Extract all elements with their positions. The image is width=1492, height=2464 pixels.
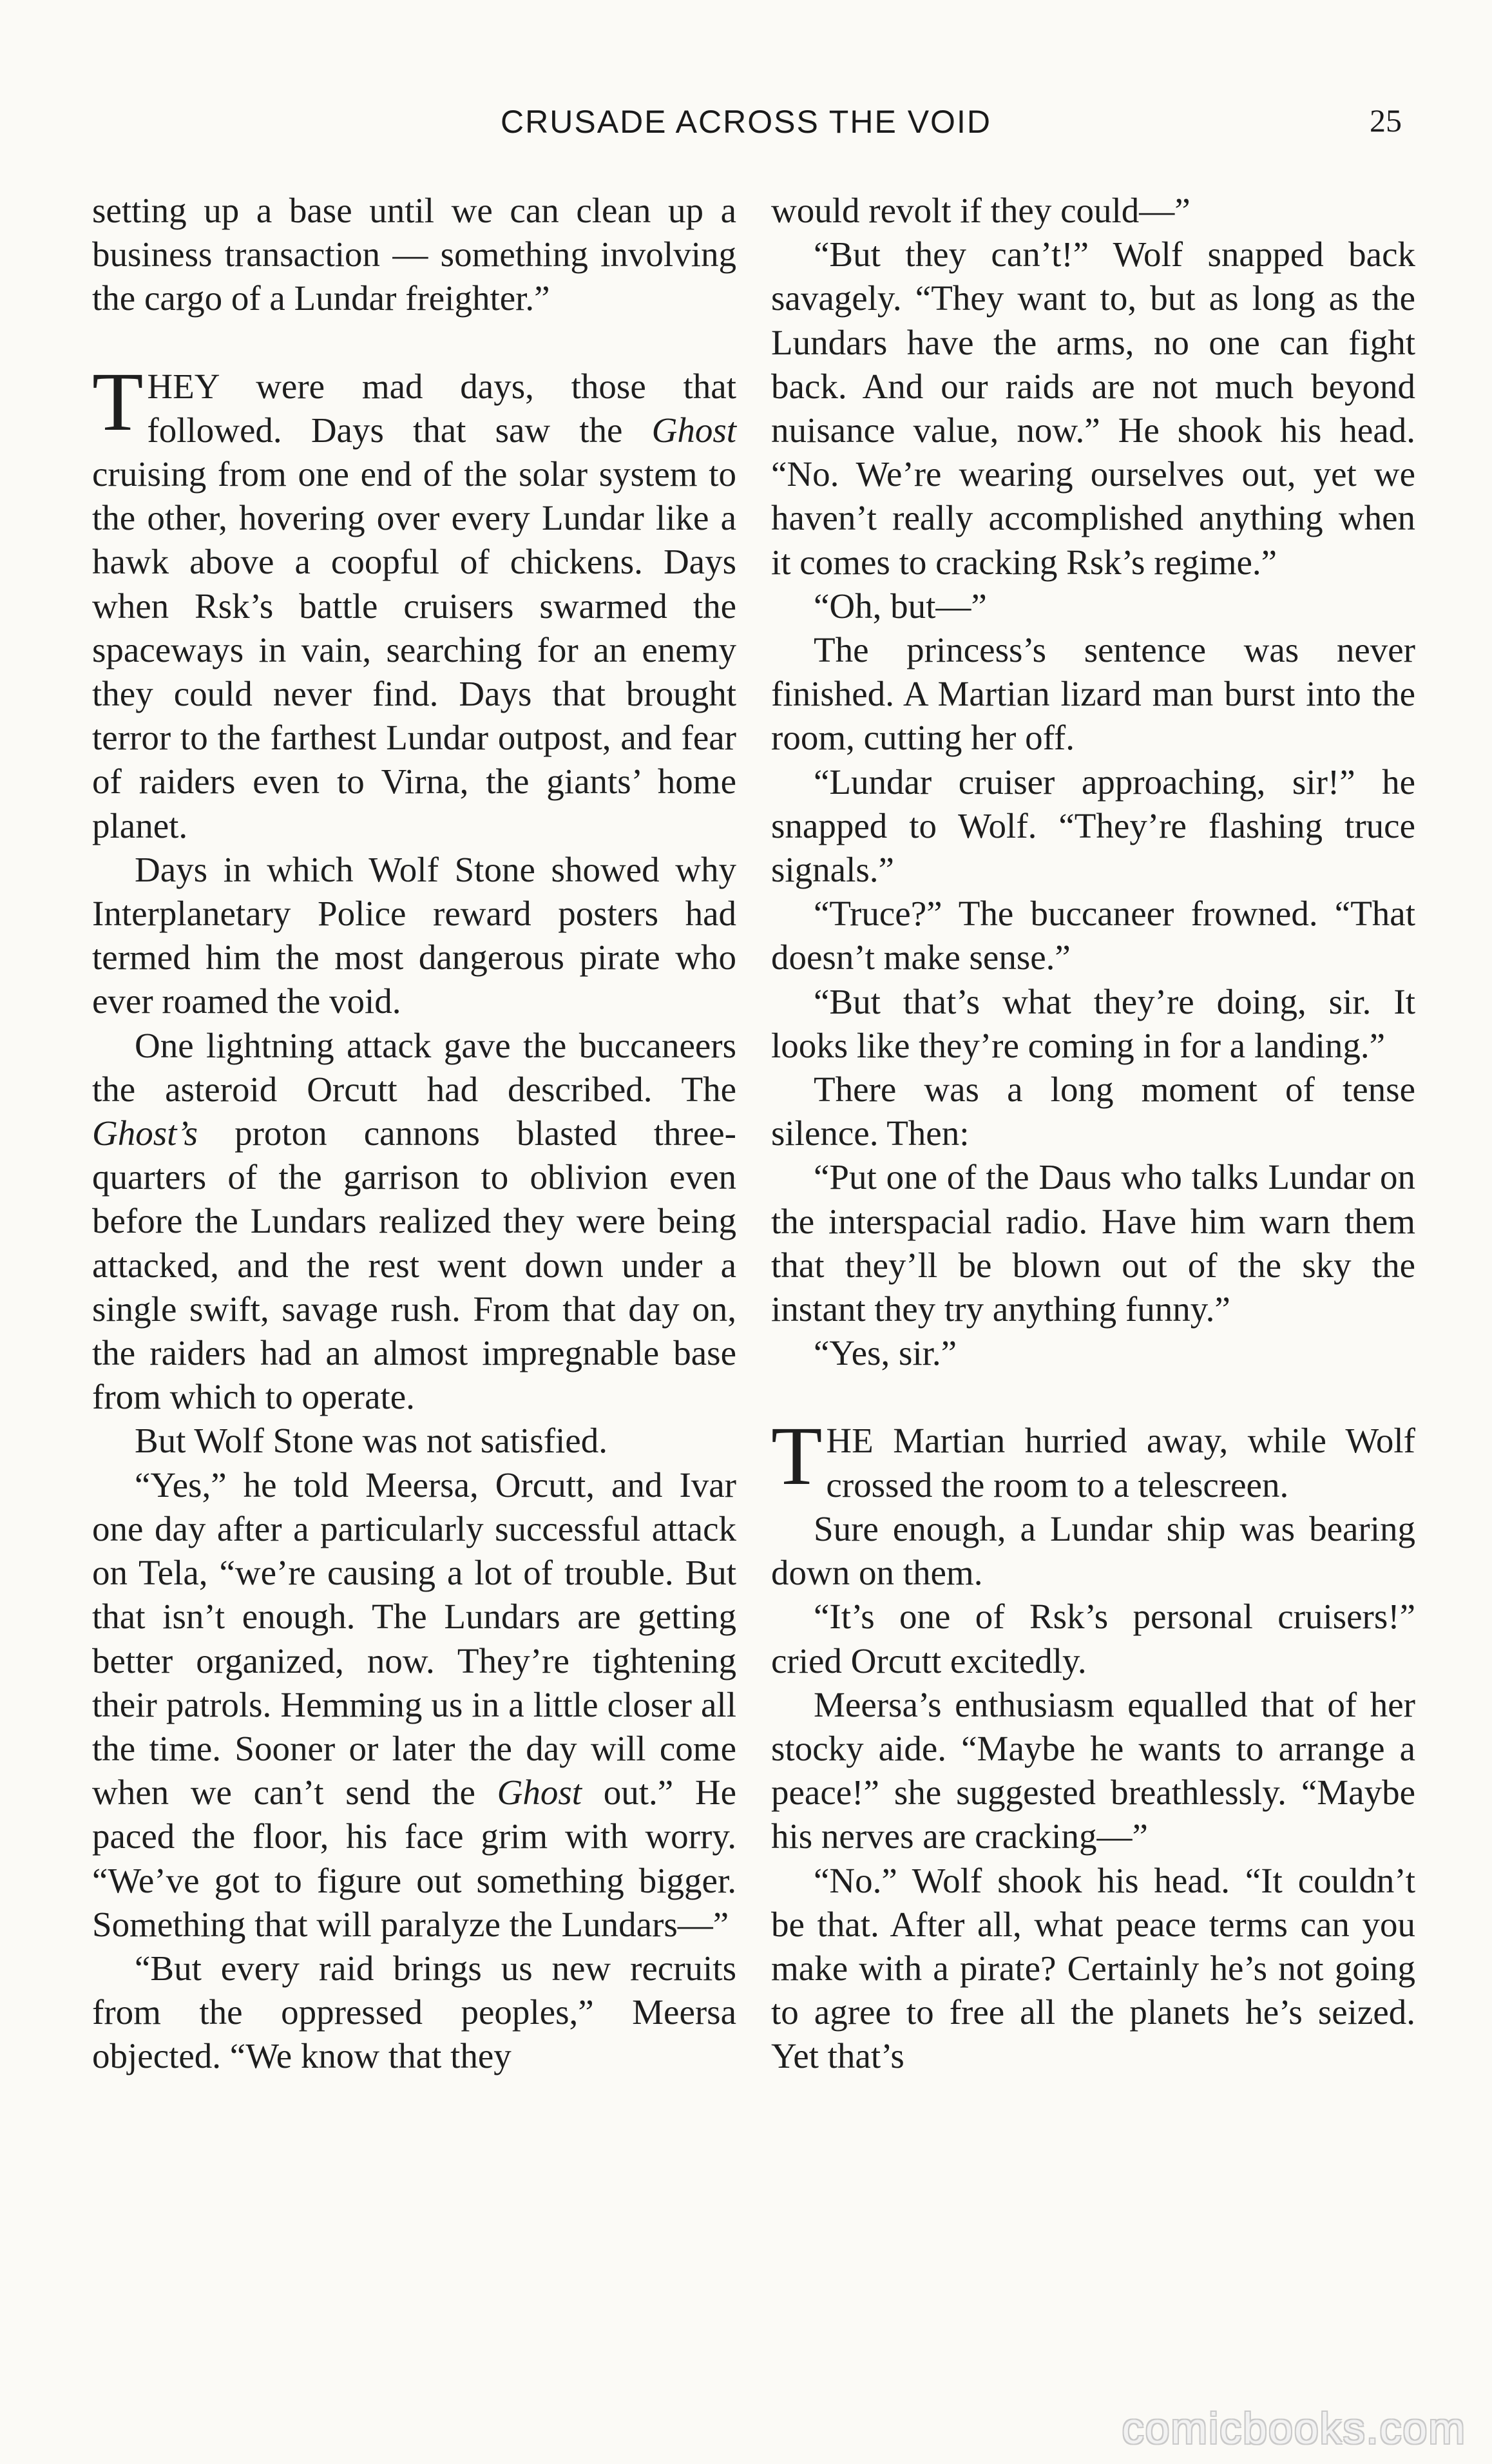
ship-name: Ghost xyxy=(651,410,736,450)
running-title: CRUSADE ACROSS THE VOID xyxy=(501,104,991,140)
paragraph-section-start xyxy=(92,355,736,848)
paragraph-section-start xyxy=(771,1410,1415,1506)
paragraph: Meersa’s enthusiasm equalled that of her stocky aide. “Maybe he wants to arrange a peace!” she suggested breathlessly. “Maybe his nerves are cracking—” xyxy=(771,1684,1415,1856)
paragraph: “Yes, sir.” xyxy=(814,1333,957,1373)
paragraph: would revolt if they could—” xyxy=(771,191,1191,230)
paragraph: There was a long moment of tense silence. Then: xyxy=(771,1070,1415,1153)
paragraph: “Put one of the Daus who talks Lundar on the interspacial radio. Have him warn them that they’ll be blown out of the sky the instant they try anything funny.” xyxy=(771,1157,1415,1329)
page-number: 25 xyxy=(1370,102,1402,139)
paragraph-text: One lightning attack gave the buccaneers the asteroid Orcutt had described. The xyxy=(92,1025,736,1109)
paragraph: “Oh, but—” xyxy=(814,586,987,626)
paragraph: “Lundar cruiser approaching, sir!” he snapped to Wolf. “They’re flashing truce signals.” xyxy=(771,762,1415,890)
paragraph: setting up a base until we can clean up a business transaction — something involving the cargo of a Lundar freighter.” xyxy=(92,191,736,318)
left-column xyxy=(92,189,736,2079)
paragraph: “But that’s what they’re doing, sir. It looks like they’re coming in for a landing.” xyxy=(771,981,1415,1065)
paragraph: Days in which Wolf Stone showed why Interplanetary Police reward posters had termed him the most dangerous pirate who ever roamed the void. xyxy=(92,849,736,1021)
ship-name: Ghost’s xyxy=(92,1113,198,1153)
ship-name: Ghost xyxy=(497,1773,582,1813)
drop-cap: T xyxy=(92,355,144,448)
paragraph: Sure enough, a Lundar ship was bearing down on them. xyxy=(771,1508,1415,1593)
paragraph: “But every raid brings us new recruits from the oppressed peoples,” Meersa objected. “We know that they xyxy=(92,1948,736,2076)
paragraph: “But they can’t!” Wolf snapped back savagely. “They want to, but as long as the Lundars have the arms, no one can fight back. And our raids are not much beyond nuisance value, now.” He shook his head. “No. We’re wearing ourselves out, yet we haven’t really accomplished anything when it comes to cracking Rsk’s regime.” xyxy=(771,235,1415,582)
paragraph-text: HEY were mad days, those that followed. Days that saw the xyxy=(147,366,736,450)
paragraph: But Wolf Stone was not satisfied. xyxy=(135,1421,607,1461)
paragraph-text: proton cannons blasted three-quarters of the garrison to oblivion even before the Lundars realized they were being attacked, and the rest went down under a single swift, savage rush. From that day on, the raiders had an almost impregnable base from which to operate. xyxy=(92,1113,736,1417)
drop-cap: T xyxy=(771,1410,823,1503)
paragraph-text: “Yes,” he told Meersa, Orcutt, and Ivar one day after a particularly successful attack on Tela, “we’re causing a lot of trouble. But that isn’t enough. The Lundars are getting better organized, now. They’re tightening their patrols. Hemming us in a little closer all the time. Sooner or later the day will come when we can’t send the xyxy=(92,1465,736,1813)
paragraph: “It’s one of Rsk’s personal cruisers!” cried Orcutt excitedly. xyxy=(771,1597,1415,1680)
paragraph-text: cruising from one end of the solar system to the other, hovering over every Lundar like a hawk above a coopful of chickens. Days when Rsk’s battle cruisers swarmed the spaceways in vain, searching for an enemy they could never find. Days that brought terror to the farthest Lundar outpost, and fear of raiders even to Virna, the giants’ home planet. xyxy=(92,454,736,845)
right-column xyxy=(771,189,1415,2079)
paragraph: “Truce?” The buccaneer frowned. “That doesn’t make sense.” xyxy=(771,894,1415,977)
paragraph-text: HE Martian hurried away, while Wolf crossed the room to a telescreen. xyxy=(826,1421,1415,1505)
paragraph: The princess’s sentence was never finished. A Martian lizard man burst into the room, cutting her off. xyxy=(771,630,1415,758)
watermark: comicbooks.com xyxy=(1122,2404,1466,2453)
paragraph-text: out.” He paced the floor, his face grim with worry. “We’ve got to figure out something bigger. Something that will paralyze the Lundars—” xyxy=(92,1773,736,1944)
running-header xyxy=(90,97,1402,155)
paragraph xyxy=(92,1463,736,1947)
paragraph: “No.” Wolf shook his head. “It couldn’t be that. After all, what peace terms can you make with a pirate? Certainly he’s not going to agree to free all the planets he’s seized. Yet that’s xyxy=(771,1860,1415,2076)
paragraph xyxy=(92,1024,736,1420)
